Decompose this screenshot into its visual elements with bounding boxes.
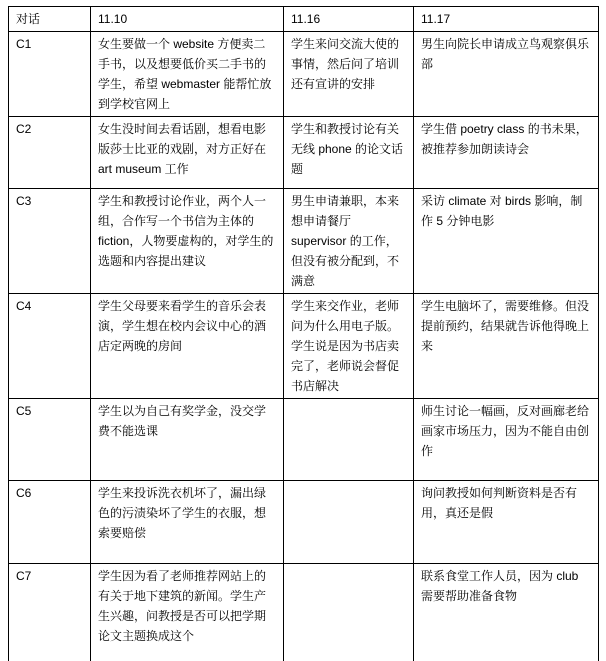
table-cell [284,564,414,661]
row-id-cell: C6 [9,481,91,564]
header-cell-date-1116: 11.16 [284,7,414,32]
table-cell: 女生要做一个 website 方便卖二手书，以及想要低价买二手书的学生，希望 webmaster 能帮忙放到学校官网上 [91,32,284,117]
table-cell: 采访 climate 对 birds 影响，制作 5 分钟电影 [414,189,599,294]
table-cell: 学生和教授讨论有关无线 phone 的论文话题 [284,117,414,189]
table-cell: 女生没时间去看话剧，想看电影版莎士比亚的戏剧，对方正好在 art museum 工作 [91,117,284,189]
table-cell: 学生电脑坏了，需要维修。但没提前预约，结果就告诉他得晚上来 [414,294,599,399]
table-cell: 学生因为看了老师推荐网站上的有关于地下建筑的新闻。学生产生兴趣，问教授是否可以把学期论文主题换成这个 [91,564,284,661]
header-cell-date-1110: 11.10 [91,7,284,32]
table-row [9,564,599,661]
row-id-cell: C2 [9,117,91,189]
table-row [9,399,599,481]
table-row [9,32,599,117]
row-id-cell: C4 [9,294,91,399]
row-id-cell: C1 [9,32,91,117]
row-id-cell: C3 [9,189,91,294]
table-cell: 男生向院长申请成立鸟观察俱乐部 [414,32,599,117]
table-cell: 男生申请兼职，本来想申请餐厅 supervisor 的工作，但没有被分配到，不满意 [284,189,414,294]
table-row [9,117,599,189]
table-cell: 学生和教授讨论作业，两个人一组，合作写一个书信为主体的 fiction，人物要虚构的，对学生的选题和内容提出建议 [91,189,284,294]
table-cell: 学生借 poetry class 的书未果，被推荐参加朗读诗会 [414,117,599,189]
table-cell: 联系食堂工作人员，因为 club 需要帮助准备食物 [414,564,599,661]
table-cell: 询问教授如何判断资料是否有用，真还是假 [414,481,599,564]
table-cell: 学生来交作业，老师问为什么用电子版。学生说是因为书店卖完了，老师说会督促书店解决 [284,294,414,399]
table-cell [284,481,414,564]
table-cell: 学生以为自己有奖学金，没交学费不能选课 [91,399,284,481]
header-cell-date-1117: 11.17 [414,7,599,32]
table-row [9,481,599,564]
header-row [9,7,599,32]
table-row [9,294,599,399]
table-cell: 学生父母要来看学生的音乐会表演，学生想在校内会议中心的酒店定两晚的房间 [91,294,284,399]
row-id-cell: C5 [9,399,91,481]
header-cell-dialogue: 对话 [9,7,91,32]
row-id-cell: C7 [9,564,91,661]
table-cell: 学生来问交流大使的事情，然后问了培训还有宣讲的安排 [284,32,414,117]
table-cell: 学生来投诉洗衣机坏了，漏出绿色的污渍染坏了学生的衣服，想索要赔偿 [91,481,284,564]
table-cell: 师生讨论一幅画，反对画廊老给画家市场压力，因为不能自由创作 [414,399,599,481]
table-row [9,189,599,294]
dialogue-schedule-table [8,6,599,661]
table-cell [284,399,414,481]
